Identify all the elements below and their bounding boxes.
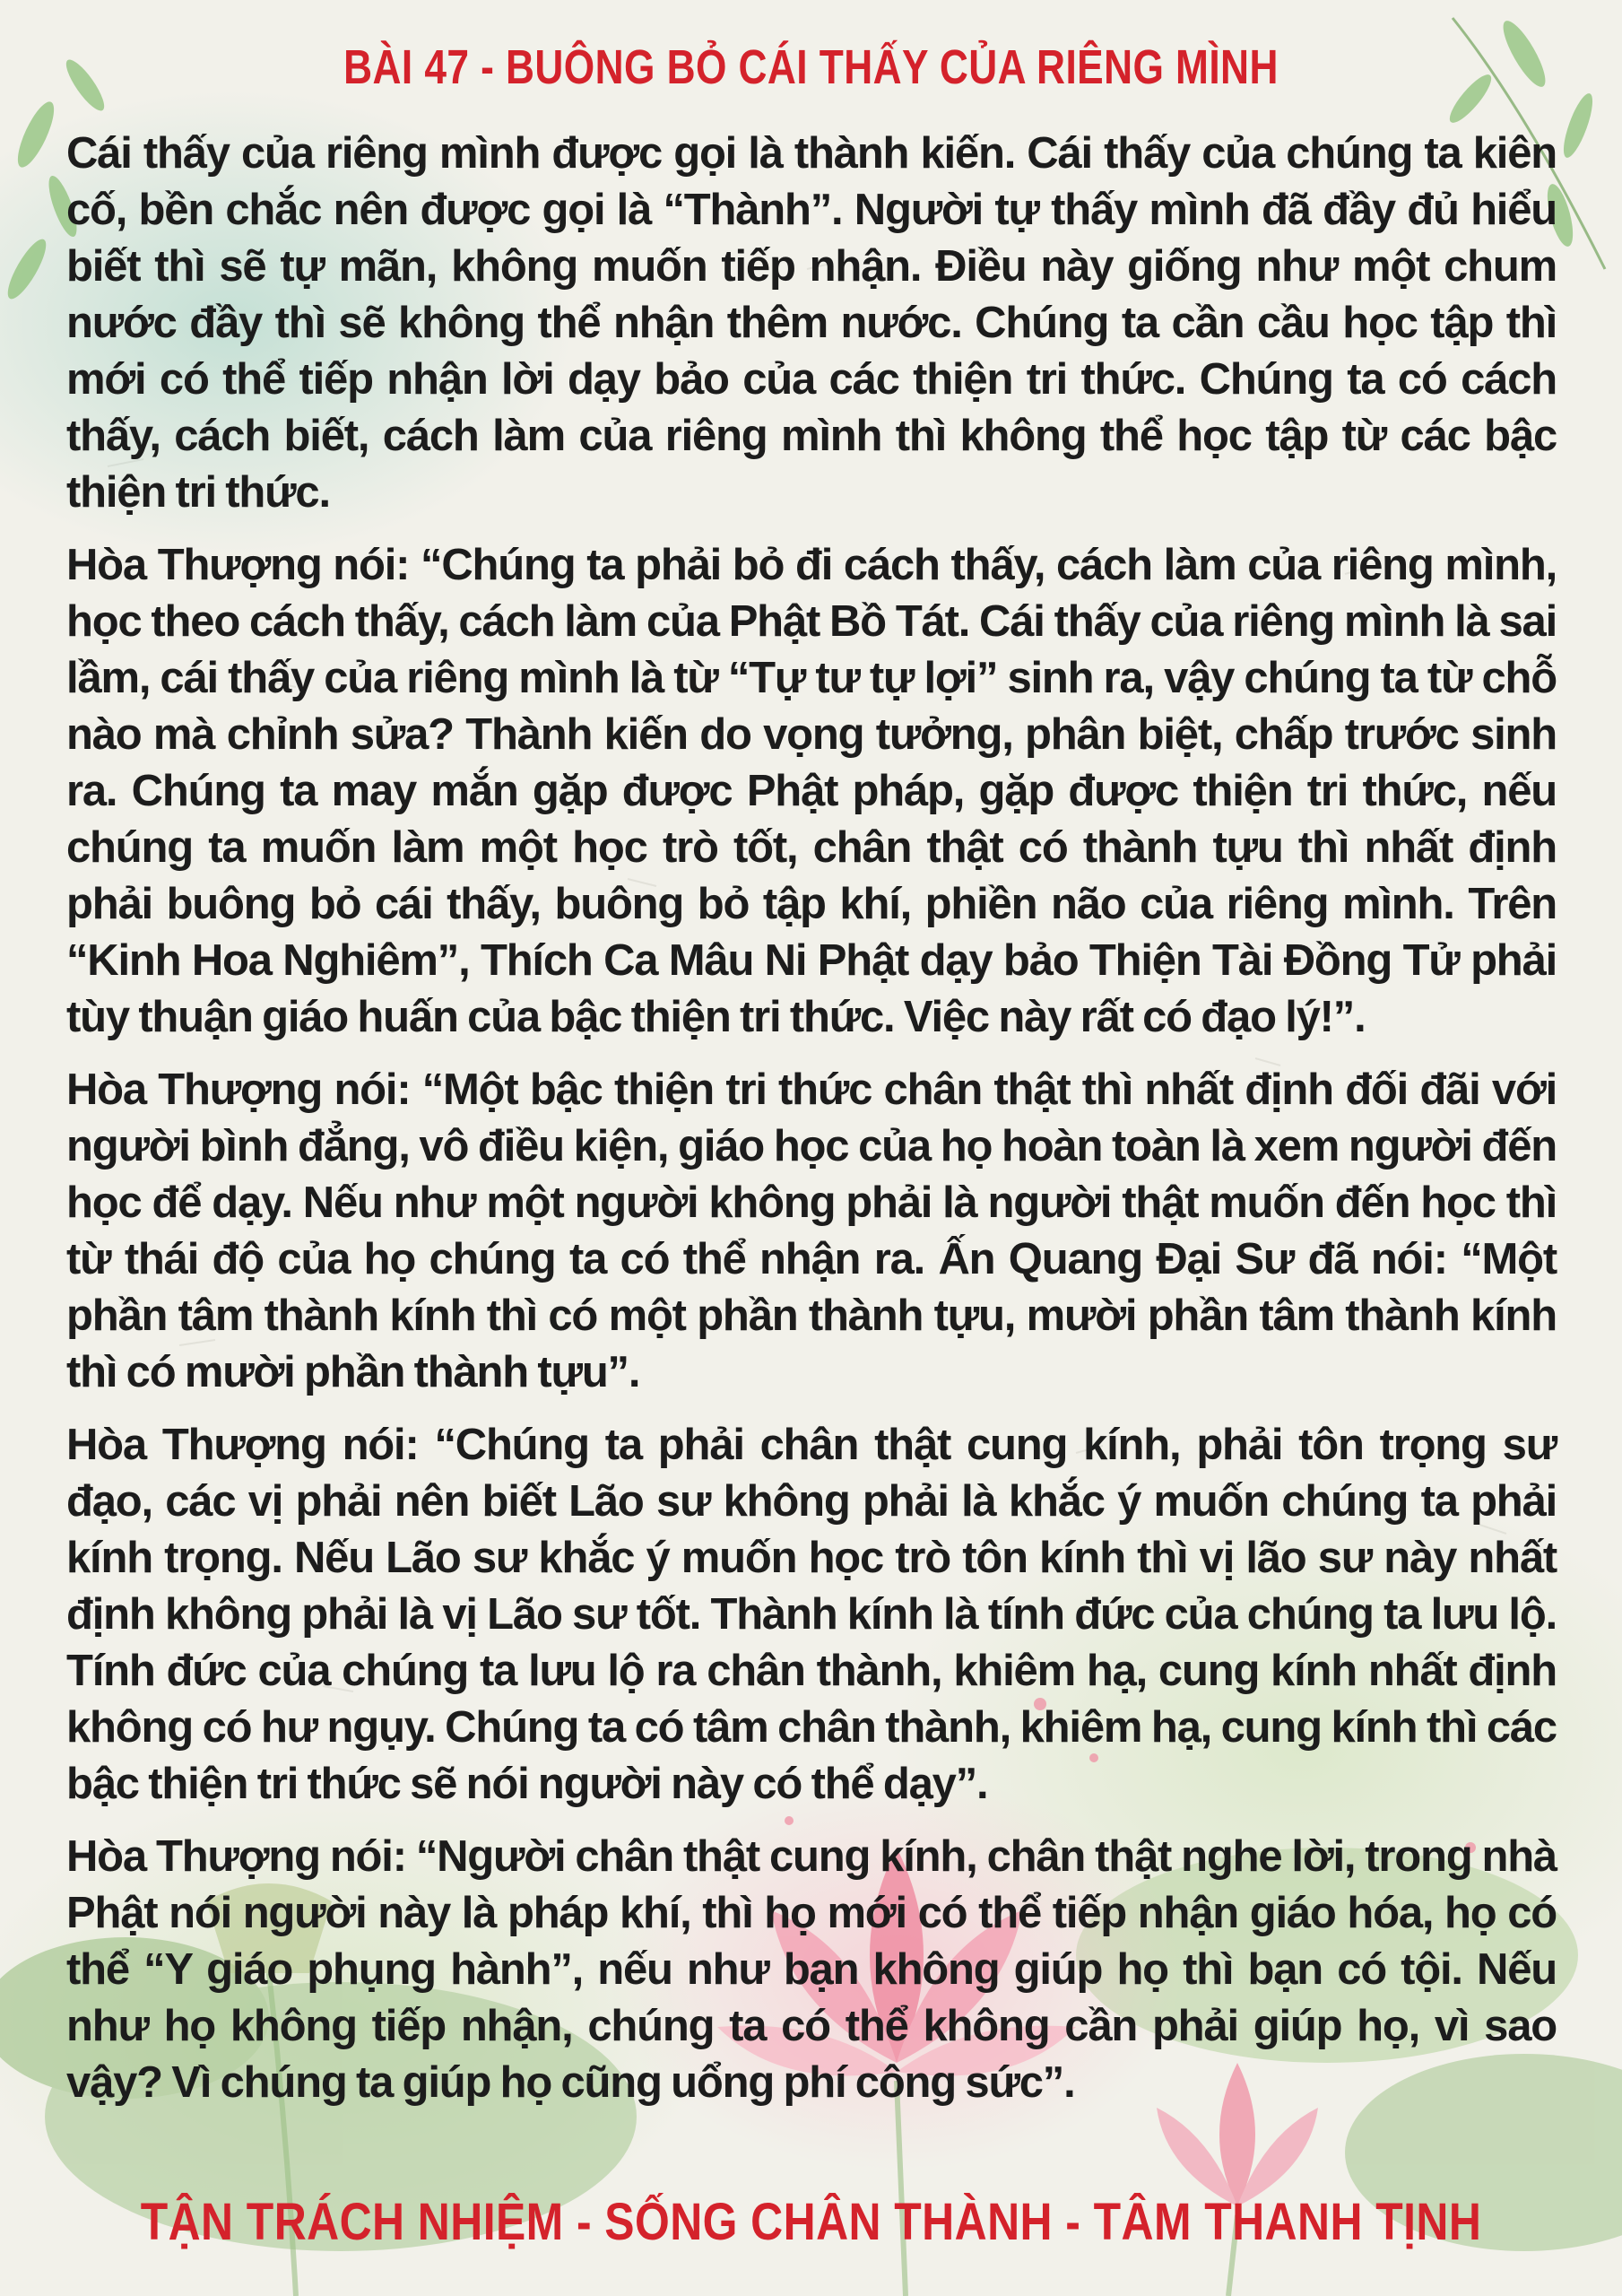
paragraph-2: Hòa Thượng nói: “Chúng ta phải bỏ đi cách thấy, cách làm của riêng mình, học theo cách thấy, cách làm của Phật Bồ Tát. Cái thấy của riêng mình là sai lầm, cái thấy của riêng mình là từ “Tự tư tự lợi” sinh ra, vậy chúng ta từ chỗ nào mà chỉnh sửa? Thành kiến do vọng tưởng, phân biệt, chấp trước sinh ra. Chúng ta may mắn gặp được Phật pháp, gặp được thiện tri thức, nếu chúng ta muốn làm một học trò tốt, chân thật có thành tựu thì nhất định phải buông bỏ cái thấy, buông bỏ tập khí, phiền não của riêng mình. Trên “Kinh Hoa Nghiêm”, Thích Ca Mâu Ni Phật dạy bảo Thiện Tài Đồng Tử phải tùy thuận giáo huấn của bậc thiện tri thức. Việc này rất có đạo lý!”. — [66, 541, 1557, 1041]
paragraph-5: Hòa Thượng nói: “Người chân thật cung kính, chân thật nghe lời, trong nhà Phật nói người này là pháp khí, thì họ mới có thể tiếp nhận giáo hóa, họ có thể “Y giáo phụng hành”, nếu như bạn không giúp họ thì bạn có tội. Nếu như họ không tiếp nhận, chúng ta có thể không cần phải giúp họ, vì sao vậy? Vì chúng ta giúp họ cũng uổng phí công sức”. — [66, 1832, 1557, 2107]
page-title: BÀI 47 - BUÔNG BỎ CÁI THẤY CỦA RIÊNG MÌNH — [343, 40, 1279, 94]
article-body — [66, 126, 1557, 2127]
footer-motto: TẬN TRÁCH NHIỆM - SỐNG CHÂN THÀNH - TÂM THANH TỊNH — [140, 2193, 1482, 2251]
paragraph-3: Hòa Thượng nói: “Một bậc thiện tri thức chân thật thì nhất định đối đãi với người bình đẳng, vô điều kiện, giáo học của họ hoàn toàn là xem người đến học để dạy. Nếu như một người không phải là người thật muốn đến học thì từ thái độ của họ chúng ta có thể nhận ra. Ấn Quang Đại Sư đã nói: “Một phần tâm thành kính thì có một phần thành tựu, mười phần tâm thành kính thì có mười phần thành tựu”. — [66, 1065, 1557, 1396]
paragraph-1: Cái thấy của riêng mình được gọi là thành kiến. Cái thấy của chúng ta kiên cố, bền chắc nên được gọi là “Thành”. Người tự thấy mình đã đầy đủ hiểu biết thì sẽ tự mãn, không muốn tiếp nhận. Điều này giống như một chum nước đầy thì sẽ không thể nhận thêm nước. Chúng ta cần cầu học tập thì mới có thể tiếp nhận lời dạy bảo của các thiện tri thức. Chúng ta có cách thấy, cách biết, cách làm của riêng mình thì không thể học tập từ các bậc thiện tri thức. — [66, 129, 1557, 517]
paragraph-4: Hòa Thượng nói: “Chúng ta phải chân thật cung kính, phải tôn trọng sư đạo, các vị phải nên biết Lão sư không phải là khắc ý muốn chúng ta phải kính trọng. Nếu Lão sư khắc ý muốn học trò tôn kính thì vị lão sư này nhất định không phải là vị Lão sư tốt. Thành kính là tính đức của chúng ta lưu lộ. Tính đức của chúng ta lưu lộ ra chân thành, khiêm hạ, cung kính nhất định không có hư ngụy. Chúng ta có tâm chân thành, khiêm hạ, cung kính thì các bậc thiện tri thức sẽ nói người này có thể dạy”. — [66, 1421, 1557, 1808]
